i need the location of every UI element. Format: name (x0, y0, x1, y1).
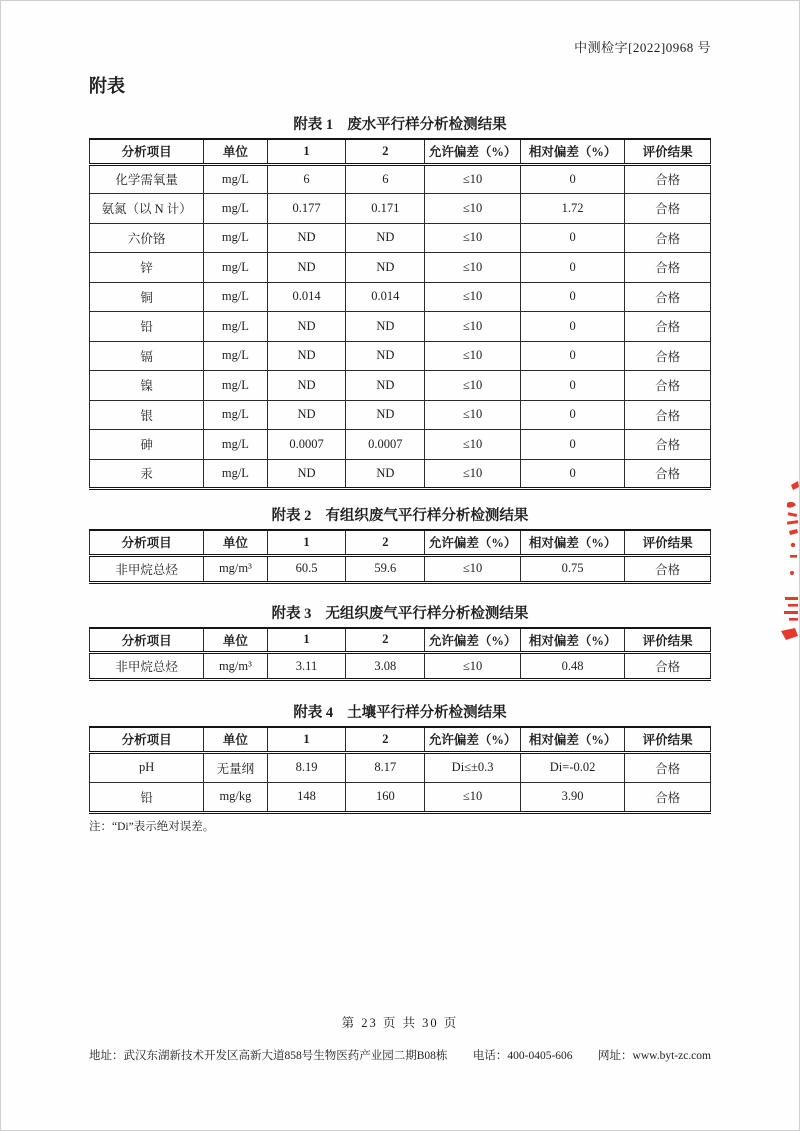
table-cell: ≤10 (425, 400, 521, 430)
table-cell: ND (267, 341, 346, 371)
table-cell: 8.19 (267, 752, 346, 782)
table-cell: 0 (520, 371, 624, 401)
table-cell: 合格 (625, 459, 711, 489)
table-cell: 镉 (90, 341, 204, 371)
table-cell: 合格 (625, 341, 711, 371)
table-cell: 0.48 (520, 653, 624, 680)
table-cell: 化学需氧量 (90, 164, 204, 194)
table-cell: 0 (520, 400, 624, 430)
organized-exhaust-results-table (89, 529, 711, 584)
column-header: 1 (267, 628, 346, 653)
table-cell: 合格 (625, 164, 711, 194)
table-row (90, 282, 711, 312)
column-header: 相对偏差（%） (520, 727, 624, 752)
table-cell: ≤10 (425, 555, 521, 582)
table-cell: ND (346, 223, 425, 253)
table-cell: 59.6 (346, 555, 425, 582)
column-header: 单位 (204, 530, 267, 555)
column-header: 分析项目 (90, 628, 204, 653)
table-3-title (89, 602, 711, 623)
table-cell: 0.014 (267, 282, 346, 312)
table-cell: mg/kg (204, 782, 267, 812)
table-3-title-text: 无组织废气平行样分析检测结果 (325, 605, 529, 622)
column-header: 单位 (204, 139, 267, 164)
table-cell: mg/L (204, 253, 267, 283)
table-cell: 合格 (625, 430, 711, 460)
table-row (90, 430, 711, 460)
table-cell: 六价铬 (90, 223, 204, 253)
table-4-body (90, 752, 711, 812)
table-section-organized-exhaust (89, 504, 711, 584)
table-row (90, 782, 711, 812)
table-row (90, 253, 711, 283)
red-seal-fragment-icon (773, 481, 799, 649)
table-4-label: 附表 4 (293, 705, 334, 721)
header-row (90, 628, 711, 653)
table-cell: mg/m³ (204, 555, 267, 582)
table-cell: 铅 (90, 312, 204, 342)
table-3-header-row (90, 628, 711, 653)
table-1-title (89, 113, 711, 134)
table-cell: 合格 (625, 400, 711, 430)
table-row (90, 555, 711, 582)
table-cell: 0 (520, 430, 624, 460)
header-row (90, 727, 711, 752)
column-header: 1 (267, 139, 346, 164)
table-cell: ≤10 (425, 253, 521, 283)
table-cell: ≤10 (425, 653, 521, 680)
table-cell: 非甲烷总烃 (90, 555, 204, 582)
table-cell: 0.014 (346, 282, 425, 312)
column-header: 允许偏差（%） (425, 628, 521, 653)
column-header: 评价结果 (625, 628, 711, 653)
table-cell: 铅 (90, 782, 204, 812)
table-cell: 0.75 (520, 555, 624, 582)
column-header: 分析项目 (90, 727, 204, 752)
column-header: 2 (346, 530, 425, 555)
table-row (90, 164, 711, 194)
table-cell: 3.08 (346, 653, 425, 680)
table-cell: 合格 (625, 253, 711, 283)
table-cell: ND (346, 341, 425, 371)
table-2-title (89, 504, 711, 525)
table-cell: mg/L (204, 371, 267, 401)
table-4-title-text: 土壤平行样分析检测结果 (347, 705, 507, 721)
table-cell: mg/L (204, 164, 267, 194)
column-header: 单位 (204, 628, 267, 653)
table-row (90, 459, 711, 489)
column-header: 允许偏差（%） (425, 727, 521, 752)
table-cell: 银 (90, 400, 204, 430)
column-header: 分析项目 (90, 530, 204, 555)
table-cell: 8.17 (346, 752, 425, 782)
table-cell: ND (267, 459, 346, 489)
column-header: 单位 (204, 727, 267, 752)
table-cell: ND (267, 400, 346, 430)
column-header: 2 (346, 628, 425, 653)
table-4-header-row (90, 727, 711, 752)
header-row (90, 139, 711, 164)
wastewater-results-table (89, 138, 711, 490)
contact-phone: 电话：400-0405-606 (472, 1050, 573, 1062)
column-header: 评价结果 (625, 139, 711, 164)
table-cell: mg/L (204, 430, 267, 460)
contact-line (89, 1047, 711, 1063)
table-cell: ≤10 (425, 312, 521, 342)
table-cell: ≤10 (425, 223, 521, 253)
table-cell: 0 (520, 164, 624, 194)
table-2-label: 附表 2 (271, 508, 312, 524)
table-cell: mg/m³ (204, 653, 267, 680)
table-1-header-row (90, 139, 711, 164)
contact-address: 地址：武汉东湖新技术开发区高新大道858号生物医药产业园二期B08栋 (89, 1050, 448, 1062)
table-3-body (90, 653, 711, 680)
table-cell: ≤10 (425, 459, 521, 489)
table-cell: 合格 (625, 312, 711, 342)
contact-website: 网址：www.byt-zc.com (598, 1050, 711, 1062)
table-cell: 铜 (90, 282, 204, 312)
table-cell: Di≤±0.3 (425, 752, 521, 782)
table-cell: 0 (520, 253, 624, 283)
table-2-title-text: 有组织废气平行样分析检测结果 (325, 508, 529, 524)
table-cell: 无量纲 (204, 752, 267, 782)
table-cell: ≤10 (425, 282, 521, 312)
table-cell: ND (267, 371, 346, 401)
table-4-title (89, 701, 711, 722)
table-cell: ≤10 (425, 194, 521, 224)
table-cell: ND (346, 459, 425, 489)
column-header: 相对偏差（%） (520, 139, 624, 164)
table-cell: ND (346, 400, 425, 430)
column-header: 分析项目 (90, 139, 204, 164)
page-number: 第 23 页 共 30 页 (341, 1016, 459, 1030)
table-cell: 合格 (625, 223, 711, 253)
table-section-wastewater (89, 113, 711, 490)
table-cell: ND (346, 312, 425, 342)
fugitive-exhaust-results-table (89, 627, 711, 682)
table-cell: 合格 (625, 282, 711, 312)
table-cell: 3.11 (267, 653, 346, 680)
table-3-label: 附表 3 (271, 605, 312, 622)
header-row (90, 530, 711, 555)
table-cell: ND (267, 253, 346, 283)
table-cell: 镍 (90, 371, 204, 401)
table-cell: mg/L (204, 400, 267, 430)
table-cell: mg/L (204, 282, 267, 312)
table-cell: Di=-0.02 (520, 752, 624, 782)
table-cell: 3.90 (520, 782, 624, 812)
table-cell: mg/L (204, 341, 267, 371)
table-1-label: 附表 1 (293, 117, 334, 133)
table-cell: 0 (520, 341, 624, 371)
table-row (90, 312, 711, 342)
table-cell: 0 (520, 312, 624, 342)
table-cell: mg/L (204, 459, 267, 489)
table-2-header-row (90, 530, 711, 555)
table-cell: ND (267, 223, 346, 253)
table-cell: mg/L (204, 223, 267, 253)
table-row (90, 653, 711, 680)
table-cell: 锌 (90, 253, 204, 283)
table-cell: 1.72 (520, 194, 624, 224)
table-1-title-text: 废水平行样分析检测结果 (347, 117, 507, 133)
table-cell: ≤10 (425, 430, 521, 460)
table-cell: mg/L (204, 194, 267, 224)
table-2-body (90, 555, 711, 582)
table-cell: 合格 (625, 555, 711, 582)
column-header: 1 (267, 530, 346, 555)
table-cell: 合格 (625, 371, 711, 401)
table-cell: 148 (267, 782, 346, 812)
table-cell: mg/L (204, 312, 267, 342)
table-cell: ≤10 (425, 782, 521, 812)
column-header: 相对偏差（%） (520, 628, 624, 653)
table-section-fugitive-exhaust (89, 602, 711, 682)
table-cell: 0 (520, 459, 624, 489)
table-cell: 0.171 (346, 194, 425, 224)
doc-number: 中测检字[2022]0968 号 (574, 40, 711, 55)
table-1-body (90, 164, 711, 489)
table-cell: 合格 (625, 653, 711, 680)
table-cell: 非甲烷总烃 (90, 653, 204, 680)
column-header: 2 (346, 139, 425, 164)
table-row (90, 223, 711, 253)
table-cell: ≤10 (425, 341, 521, 371)
table-cell: ≤10 (425, 371, 521, 401)
table-cell: ND (346, 371, 425, 401)
table-cell: 0.177 (267, 194, 346, 224)
table-row (90, 371, 711, 401)
column-header: 2 (346, 727, 425, 752)
column-header: 相对偏差（%） (520, 530, 624, 555)
column-header: 允许偏差（%） (425, 139, 521, 164)
table-cell: 6 (346, 164, 425, 194)
column-header: 评价结果 (625, 727, 711, 752)
soil-results-table (89, 726, 711, 814)
table-row (90, 400, 711, 430)
table-cell: ND (267, 312, 346, 342)
table-cell: 0 (520, 223, 624, 253)
table-row (90, 752, 711, 782)
table-cell: 合格 (625, 782, 711, 812)
table-cell: 0.0007 (346, 430, 425, 460)
table-cell: 6 (267, 164, 346, 194)
column-header: 允许偏差（%） (425, 530, 521, 555)
table-cell: 0 (520, 282, 624, 312)
table-cell: 砷 (90, 430, 204, 460)
table-cell: 0.0007 (267, 430, 346, 460)
table-cell: 合格 (625, 752, 711, 782)
table-cell: 160 (346, 782, 425, 812)
column-header: 1 (267, 727, 346, 752)
table-row (90, 194, 711, 224)
table-cell: ND (346, 253, 425, 283)
table-cell: ≤10 (425, 164, 521, 194)
column-header: 评价结果 (625, 530, 711, 555)
table-section-soil (89, 701, 711, 834)
table-cell: 氨氮（以 N 计） (90, 194, 204, 224)
table-cell: 60.5 (267, 555, 346, 582)
table-cell: 合格 (625, 194, 711, 224)
section-title: 附表 (89, 76, 125, 96)
table-cell: pH (90, 752, 204, 782)
table-4-note: 注：“Di”表示绝对误差。 (89, 820, 215, 833)
table-cell: 汞 (90, 459, 204, 489)
table-row (90, 341, 711, 371)
